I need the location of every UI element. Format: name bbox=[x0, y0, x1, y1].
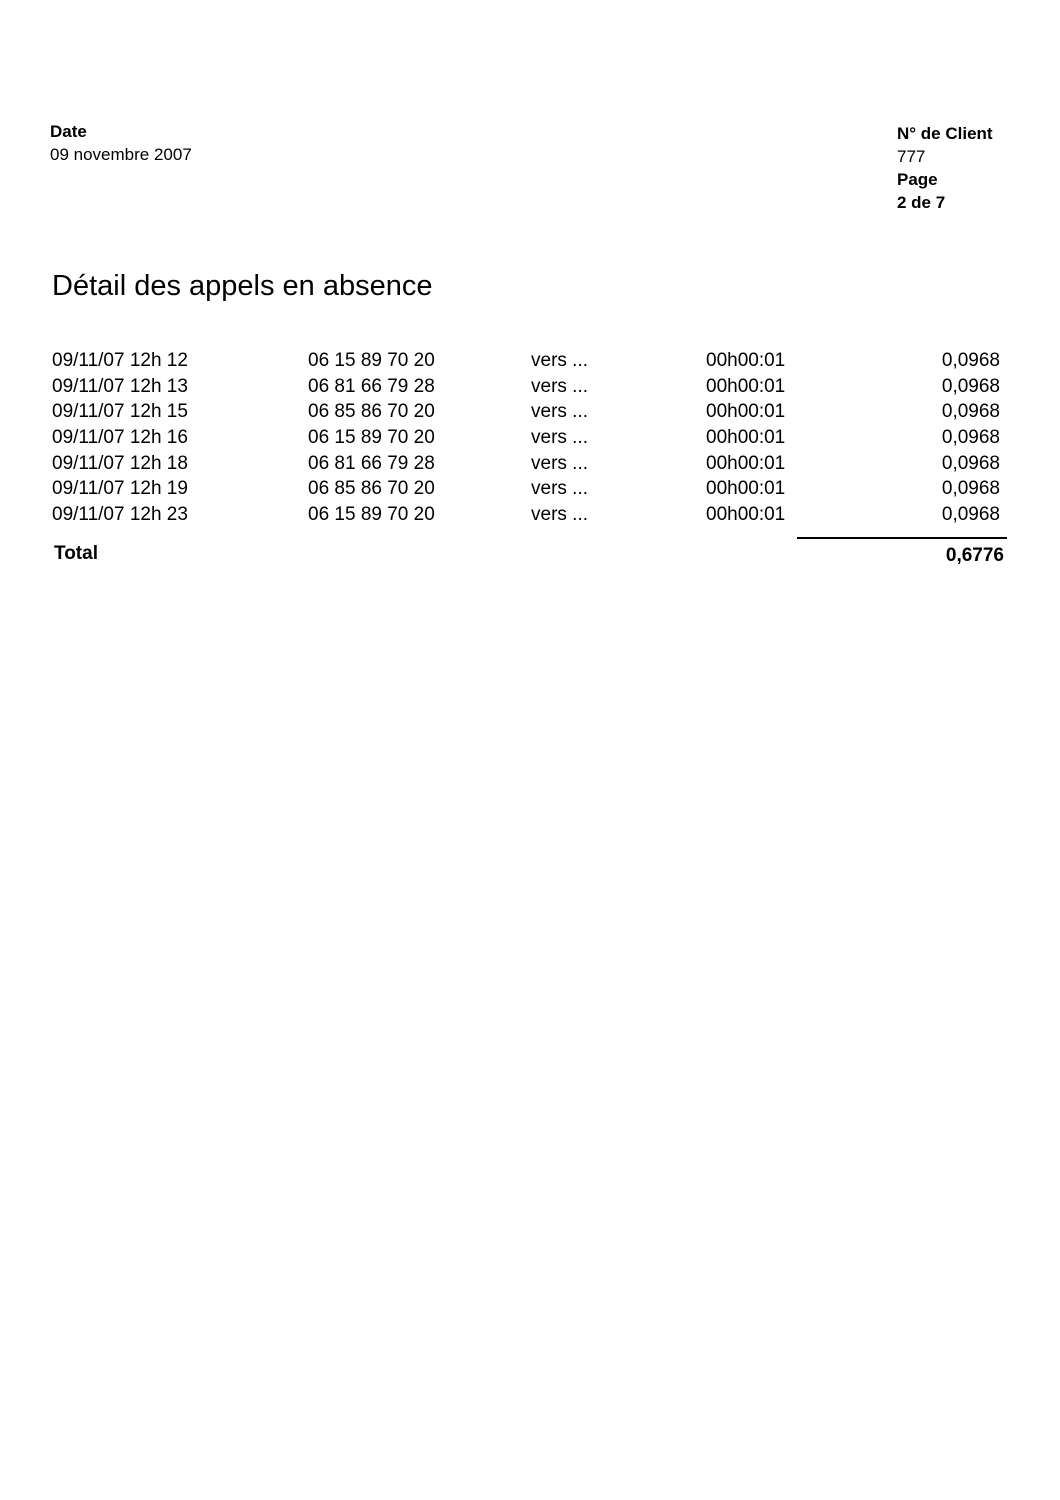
table-row bbox=[52, 348, 1000, 374]
call-destination: vers ... bbox=[531, 401, 589, 423]
total-divider bbox=[797, 537, 1007, 539]
table-row bbox=[52, 476, 1000, 502]
total-label: Total bbox=[54, 543, 98, 564]
table-row bbox=[52, 502, 1000, 528]
call-number: 06 85 86 70 20 bbox=[308, 401, 435, 423]
call-destination: vers ... bbox=[531, 427, 589, 449]
call-amount: 0,0968 bbox=[941, 350, 1000, 371]
date-value: 09 novembre 2007 bbox=[50, 145, 192, 164]
call-number: 06 81 66 79 28 bbox=[308, 452, 435, 474]
call-destination: vers ... bbox=[531, 504, 589, 526]
call-duration: 00h00:01 bbox=[706, 401, 786, 423]
call-amount: 0,0968 bbox=[941, 427, 1000, 449]
call-duration: 00h00:01 bbox=[706, 350, 786, 371]
table-row bbox=[52, 399, 1000, 425]
page-title: Détail des appels en absence bbox=[52, 270, 433, 302]
call-date: 09/11/07 12h 13 bbox=[52, 375, 188, 397]
table-row bbox=[52, 425, 1000, 451]
table-row bbox=[52, 374, 1000, 400]
call-date: 09/11/07 12h 16 bbox=[52, 427, 188, 449]
call-duration: 00h00:01 bbox=[706, 478, 786, 500]
call-date: 09/11/07 12h 23 bbox=[52, 504, 188, 526]
calls-table bbox=[52, 348, 1000, 528]
call-destination: vers ... bbox=[531, 478, 589, 500]
call-date: 09/11/07 12h 19 bbox=[52, 478, 188, 500]
call-duration: 00h00:01 bbox=[706, 427, 786, 449]
total-value: 0,6776 bbox=[945, 545, 1004, 566]
client-number-label: N° de Client bbox=[897, 124, 993, 143]
header-date-block bbox=[50, 120, 192, 166]
call-number: 06 81 66 79 28 bbox=[308, 375, 435, 397]
call-destination: vers ... bbox=[531, 452, 589, 474]
call-number: 06 85 86 70 20 bbox=[308, 478, 435, 500]
call-number: 06 15 89 70 20 bbox=[308, 350, 435, 371]
date-label: Date bbox=[50, 122, 87, 141]
call-number: 06 15 89 70 20 bbox=[308, 504, 435, 526]
call-date: 09/11/07 12h 12 bbox=[52, 350, 188, 371]
call-date: 09/11/07 12h 18 bbox=[52, 452, 188, 474]
call-amount: 0,0968 bbox=[941, 375, 1000, 397]
call-destination: vers ... bbox=[531, 375, 589, 397]
call-number: 06 15 89 70 20 bbox=[308, 427, 435, 449]
client-number-value: 777 bbox=[897, 147, 926, 166]
call-duration: 00h00:01 bbox=[706, 452, 786, 474]
page-label: Page bbox=[897, 170, 938, 189]
call-destination: vers ... bbox=[531, 350, 589, 371]
call-amount: 0,0968 bbox=[941, 478, 1000, 500]
header-client-block bbox=[897, 122, 993, 214]
call-amount: 0,0968 bbox=[941, 401, 1000, 423]
call-duration: 00h00:01 bbox=[706, 375, 786, 397]
call-duration: 00h00:01 bbox=[706, 504, 786, 526]
call-date: 09/11/07 12h 15 bbox=[52, 401, 188, 423]
table-row bbox=[52, 451, 1000, 477]
call-amount: 0,0968 bbox=[941, 504, 1000, 526]
call-amount: 0,0968 bbox=[941, 452, 1000, 474]
page-value: 2 de 7 bbox=[897, 193, 946, 212]
